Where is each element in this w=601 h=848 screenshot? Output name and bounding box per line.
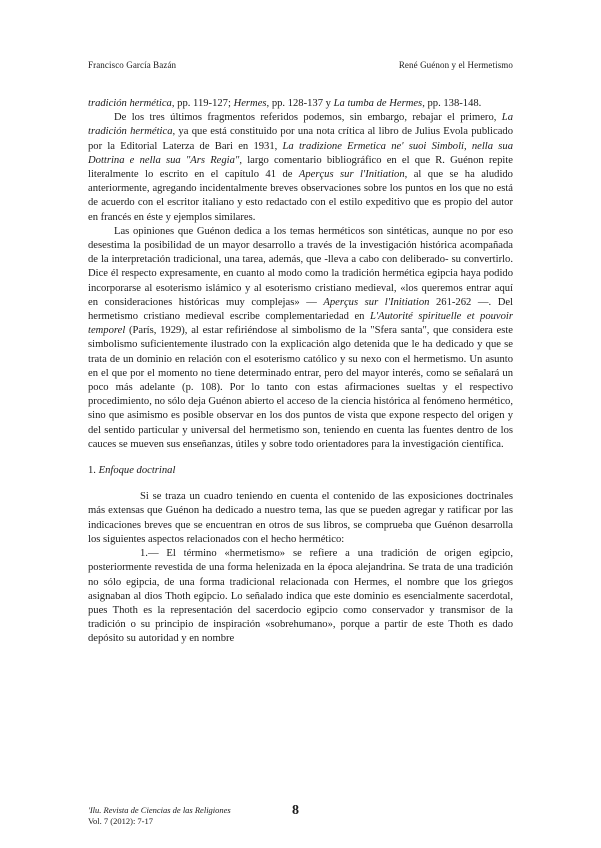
section-heading <box>88 464 513 478</box>
text-run: , pp. 138-148. <box>422 98 482 109</box>
italic-text: Aperçus sur l'Initiation <box>298 169 405 181</box>
article-body <box>88 97 513 647</box>
footer-citation <box>88 805 231 827</box>
section-number: 1. <box>88 465 96 477</box>
text-run: , pp. 119-127; <box>171 98 234 109</box>
paragraph <box>88 490 513 547</box>
text-run: 1.— El término «hermetismo» se refiere a una tradición de origen egipcio, posteriormente revestida de una forma helenizada en la época alejandrina. Se trata de una tradición no sólo egipcia, de una forma tradicional relacionada con Hermes, el nombre que los griegos asignaban al dios Thoth egipcio. Lo señalado indica que este dominio es esencialmente sacerdotal, pues Thoth es la representación del sacerdocio egipcio como conservador y transmisor de la tradición o su principio de inspiración «sobrehumano», porque a partir de este Thoth es dado depósito su autoridad y en nombre <box>88 548 513 645</box>
header-title: René Guénon y el Hermetismo <box>398 60 513 70</box>
text-run: De los tres últimos fragmentos referidos podemos, sin embargo, rebajar el primero, <box>114 112 502 124</box>
italic-text: La tradizione Ermetica ne' suoi Simboli, nella sua Dottrina e nella sua "Ars Regia" <box>88 140 513 166</box>
text-run: Las opiniones que Guénon dedica a los temas herméticos son sintéticas, aunque no por eso desestima la posibilidad de un mayor desarrollo a través de la investigación histórica acompañada de la interpretación tradicional, una tarea, además, que -lleva a cabo con deliberado- su convertirlo. Dice él respecto expresamente, en cuanto al modo como la tradición hermética egipcia haya podido incorporarse al esoterismo islámico y al esoterismo cristiano medieval, «los queremos entrar aquí en consideraciones históricas muy complejas» — <box>88 225 513 308</box>
text-run: , al que se ha aludido anteriormente, agregando incidentalmente breves observaciones sobre los puntos en los que no está de acuerdo con el escritor italiano y esto redactado con el estilo expeditivo que es propio del autor en francés en éste y ejemplos similares. <box>88 169 513 223</box>
paragraph-continuation <box>88 97 513 111</box>
paragraph <box>88 225 513 452</box>
italic-text: Aperçus sur l'Initiation <box>323 296 430 308</box>
text-run: , largo comentario bibliográfico en el que R. Guénon repite literalmente lo escrito en el capítulo 41 de <box>88 154 513 181</box>
page-number: 8 <box>292 803 299 818</box>
italic-text: Hermes <box>233 98 267 109</box>
header-author: Francisco García Bazán <box>88 60 177 70</box>
paragraph <box>88 111 513 225</box>
italic-text: La tradición hermética <box>88 112 513 138</box>
running-header <box>88 60 513 74</box>
section-title: Enfoque doctrinal <box>98 465 176 477</box>
text-run: , pp. 128-137 y <box>266 98 334 109</box>
paragraph <box>88 547 513 646</box>
italic-text: La tumba de Hermes <box>333 98 423 109</box>
footer-journal: 'Ilu. Revista de Ciencias de las Religiones <box>88 805 231 815</box>
text-run: 261-262 —. Del hermetismo cristiano medieval escribe complementariedad en <box>88 296 513 323</box>
text-run: , ya que está constituido por una nota crítica al libro de Julius Evola publicado por la Editorial Laterza de Bari en 1931, <box>88 126 513 152</box>
text-run: Si se traza un cuadro teniendo en cuenta el contenido de las exposiciones doctrinales más extensas que Guénon ha dedicado a nuestro tema, las que se pueden agregar y ratificar por las indicaciones breves que se encuentran en otros de sus libros, se comprueba que Guénon desarrolla los siguientes aspectos relacionados con el hecho hermético: <box>88 491 513 545</box>
text-run: (París, 1929), al estar refiriéndose al simbolismo de la "Sfera santa", que considera este simbolismo suficientemente ilustrado con la explicación algo detenida que le ha dedicado y que se trata de un dominio en relación con el esoterismo católico y su nexo con el hermetismo. Un asunto en el que por el momento no tiene determinado entrar, pero del mayor interés, como se señalará un poco más adelante (p. 108). Por lo tanto con estas afirmaciones sueltas y el respectivo procedimiento, no sólo deja Guénon abierto el acceso de la ciencia histórica al fenómeno hermético, sino que asimismo es posible observar en los dos puntos de vista que expone respecto del origen y del sentido particular y universal del hermetismo son, teniendo en cuenta las fuentes dentro de los cauces se mueven sus enseñanzas, útiles y sobre todo orientadores para la investigación científica. <box>88 325 513 450</box>
italic-text: L'Autorité spirituelle et pouvoir temporel <box>88 311 513 337</box>
footer-volume: Vol. 7 (2012): 7-17 <box>88 816 154 826</box>
italic-text: tradición hermética <box>88 98 172 109</box>
